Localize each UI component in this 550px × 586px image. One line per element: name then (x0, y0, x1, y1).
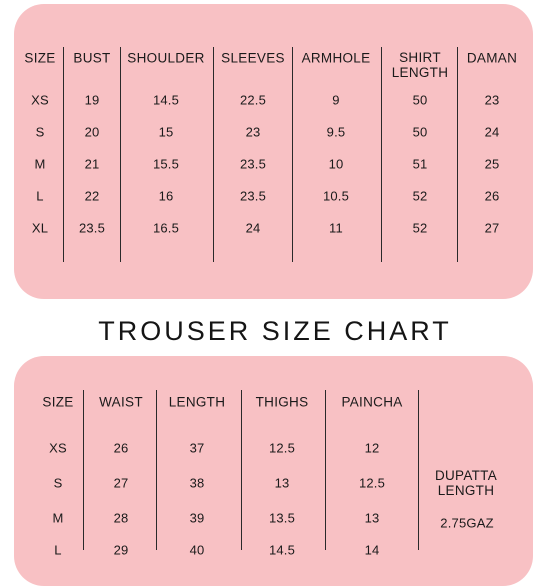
shirt-header-cell: DAMAN (466, 50, 518, 66)
trouser-table-cell: 13 (274, 475, 290, 491)
shirt-table-cell: XL (31, 220, 49, 236)
shirt-table-cell: L (36, 188, 44, 204)
shirt-header-cell: ARMHOLE (301, 50, 371, 66)
shirt-table-cell: S (35, 124, 45, 140)
shirt-header-cell: BUST (73, 50, 111, 66)
shirt-table-cell: 23 (484, 92, 500, 108)
trouser-header-cell: LENGTH (168, 394, 226, 410)
trouser-table-cell: 14 (364, 542, 380, 558)
shirt-table-cell: 20 (84, 124, 100, 140)
trouser-table-cell: 40 (189, 542, 205, 558)
trouser-table-cell: M (52, 510, 64, 526)
shirt-table-cell: 21 (84, 156, 100, 172)
trouser-table-cell: 12.5 (268, 440, 296, 456)
trouser-column-divider (325, 390, 326, 550)
shirt-table-cell: 24 (245, 220, 261, 236)
shirt-table-cell: 50 (412, 92, 428, 108)
shirt-table-cell: 22 (84, 188, 100, 204)
trouser-table-cell: 14.5 (268, 542, 296, 558)
trouser-column-divider (418, 390, 419, 550)
trouser-table-cell: 12 (364, 440, 380, 456)
shirt-table-cell: 25 (484, 156, 500, 172)
trouser-table-cell: 13.5 (268, 510, 296, 526)
shirt-table-cell: 52 (412, 188, 428, 204)
shirt-table-cell: 27 (484, 220, 500, 236)
shirt-table-cell: 11 (329, 220, 343, 236)
shirt-table-cell: 14.5 (152, 92, 180, 108)
shirt-table-cell: 19 (84, 92, 100, 108)
shirt-column-divider (381, 47, 382, 262)
trouser-column-divider (241, 390, 242, 550)
dupatta-length-label: DUPATTA LENGTH (434, 468, 498, 498)
trouser-table-cell: L (54, 542, 62, 558)
dupatta-length-value: 2.75GAZ (440, 515, 494, 531)
shirt-table-cell: 10.5 (322, 188, 350, 204)
trouser-table-cell: 13 (364, 510, 380, 526)
trouser-table-cell: 38 (189, 475, 205, 491)
trouser-column-divider (83, 390, 84, 550)
shirt-table-cell: 15.5 (152, 156, 180, 172)
shirt-table-cell: XS (31, 92, 49, 108)
shirt-size-table (14, 4, 533, 299)
shirt-table-cell: 9.5 (326, 124, 346, 140)
shirt-table-cell: 23.5 (78, 220, 106, 236)
trouser-header-cell: THIGHS (255, 394, 309, 410)
shirt-column-divider (292, 47, 293, 262)
trouser-header-cell: WAIST (99, 394, 143, 410)
trouser-table-cell: 37 (189, 440, 205, 456)
shirt-table-cell: 22.5 (239, 92, 267, 108)
shirt-table-cell: 24 (484, 124, 500, 140)
trouser-column-divider (156, 390, 157, 550)
trouser-table-cell: S (53, 475, 63, 491)
shirt-table-cell: 10 (328, 156, 344, 172)
trouser-table-cell: 26 (113, 440, 129, 456)
shirt-header-cell: SLEEVES (221, 50, 285, 66)
shirt-table-cell: 50 (412, 124, 428, 140)
trouser-table-cell: 28 (113, 510, 129, 526)
shirt-table-cell: 16.5 (152, 220, 180, 236)
trouser-header-cell: PAINCHA (341, 394, 403, 410)
trouser-size-chart-title: TROUSER SIZE CHART (98, 316, 452, 346)
shirt-table-cell: 52 (412, 220, 428, 236)
shirt-table-cell: 23.5 (239, 188, 267, 204)
trouser-header-cell: SIZE (42, 394, 74, 410)
trouser-table-cell: 27 (113, 475, 129, 491)
shirt-header-cell: SIZE (24, 50, 56, 66)
shirt-header-cell: SHIRT LENGTH (391, 50, 449, 80)
shirt-table-cell: 23.5 (239, 156, 267, 172)
trouser-table-cell: 39 (189, 510, 205, 526)
shirt-column-divider (63, 47, 64, 262)
trouser-table-cell: 12.5 (358, 475, 386, 491)
shirt-table-cell: 9 (332, 92, 340, 108)
shirt-column-divider (120, 47, 121, 262)
shirt-column-divider (213, 47, 214, 262)
shirt-table-cell: 16 (158, 188, 174, 204)
trouser-table-cell: 29 (113, 542, 129, 558)
shirt-table-cell: 26 (484, 188, 500, 204)
shirt-header-cell: SHOULDER (127, 50, 205, 66)
shirt-table-cell: M (34, 156, 46, 172)
shirt-table-cell: 23 (245, 124, 261, 140)
shirt-table-cell: 51 (412, 156, 428, 172)
shirt-column-divider (457, 47, 458, 262)
shirt-table-cell: 15 (158, 124, 174, 140)
trouser-table-cell: XS (49, 440, 67, 456)
